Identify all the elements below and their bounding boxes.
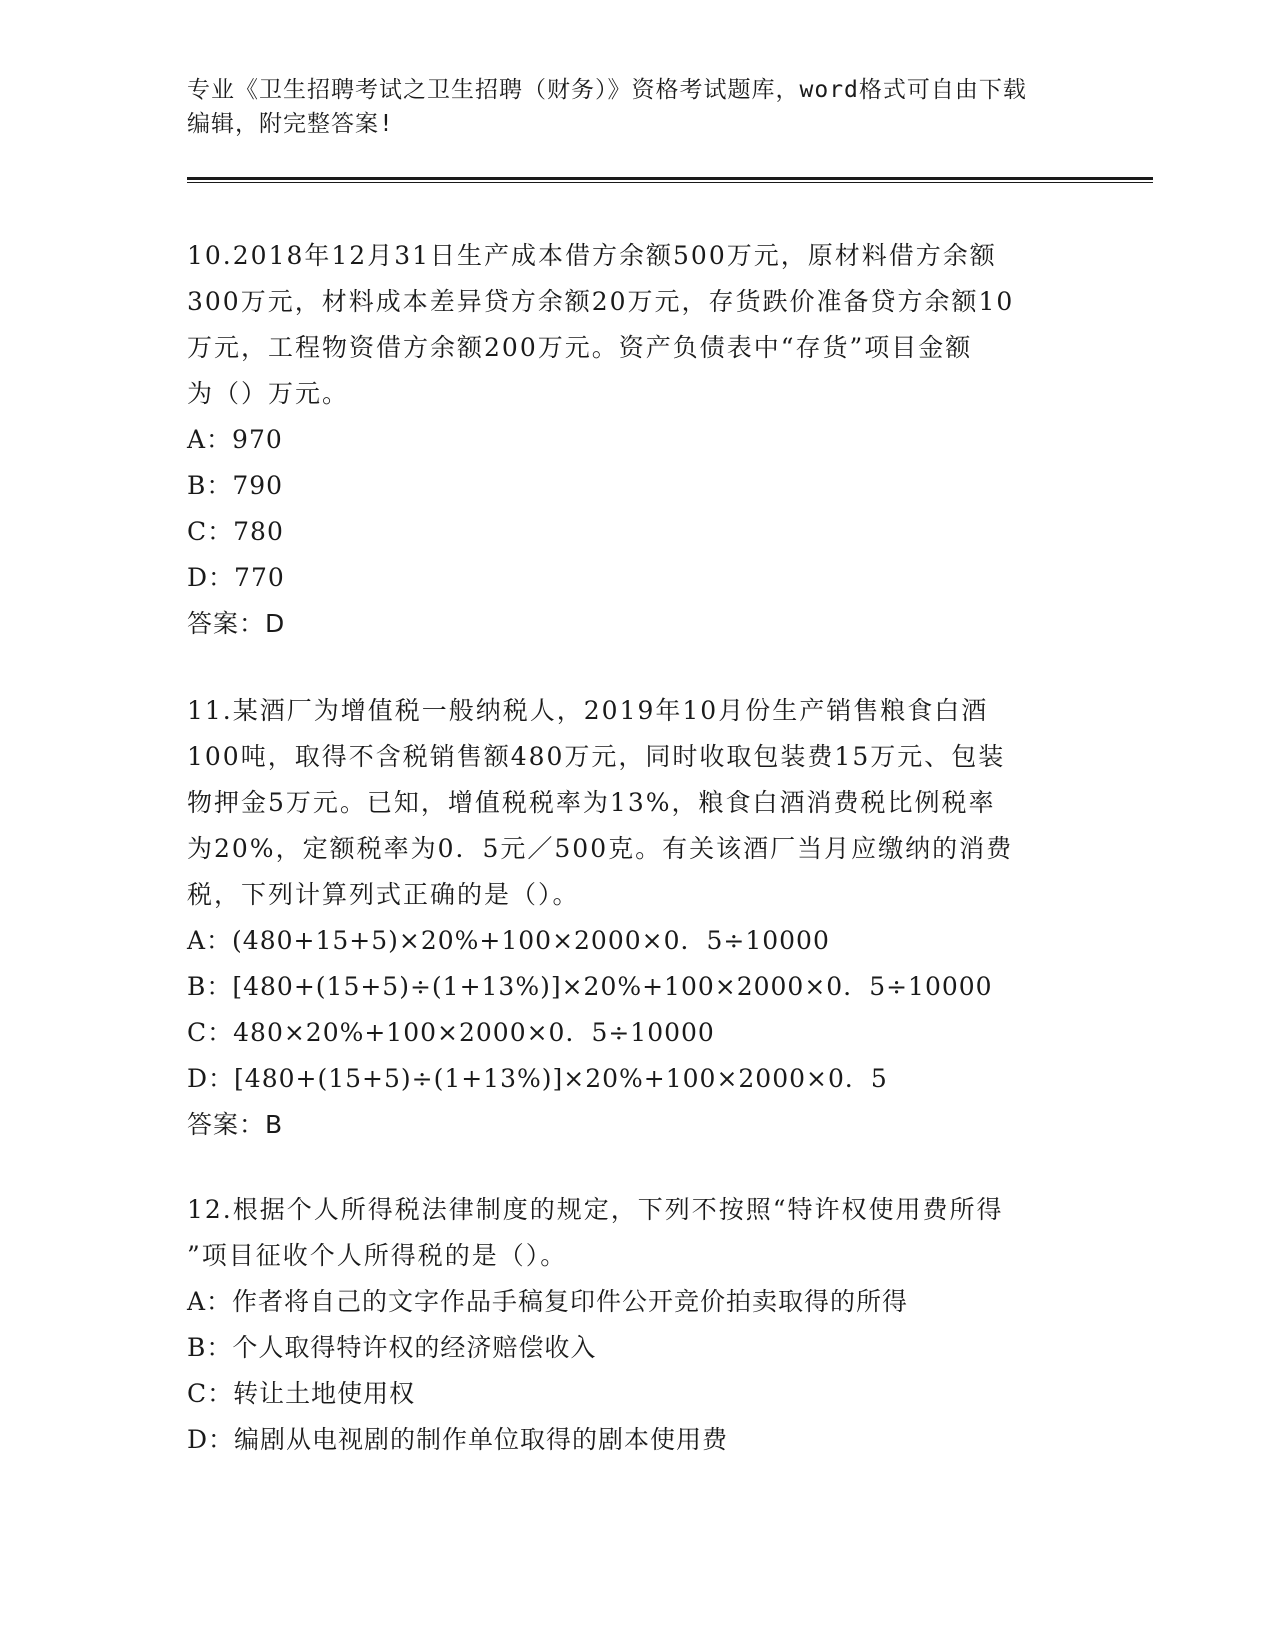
question-stem	[187, 688, 1077, 918]
stem-line: 为（）万元。	[187, 379, 350, 408]
question-10	[187, 233, 1077, 647]
header-divider-thin	[187, 182, 1153, 183]
option-d: D：编剧从电视剧的制作单位取得的剧本使用费	[187, 1425, 729, 1454]
option-d: D：[480+(15+5)÷(1+13%)]×20%+100×2000×0．5	[187, 1064, 888, 1093]
document-header	[187, 73, 1067, 141]
stem-line: 万元，工程物资借方余额200万元。资产负债表中“存货”项目金额	[187, 333, 973, 362]
header-line-2: 编辑，附完整答案!	[187, 111, 394, 137]
option-a: A：作者将自己的文字作品手稿复印件公开竞价拍卖取得的所得	[187, 1287, 909, 1316]
stem-line: 为20%，定额税率为0．5元／500克。有关该酒厂当月应缴纳的消费	[187, 834, 1014, 863]
stem-line: 12.根据个人所得税法律制度的规定，下列不按照“特许权使用费所得	[187, 1195, 1004, 1224]
option-b: B：790	[187, 471, 284, 500]
stem-line: 10.2018年12月31日生产成本借方余额500万元，原材料借方余额	[187, 241, 997, 270]
option-c: C：780	[187, 517, 284, 546]
answer-label: 答案：B	[187, 1110, 284, 1139]
option-a: A：970	[187, 425, 283, 454]
stem-line: ”项目征收个人所得税的是（）。	[187, 1241, 568, 1270]
header-divider-thick	[187, 177, 1153, 180]
option-d: D：770	[187, 563, 285, 592]
question-stem	[187, 1187, 1077, 1279]
option-c: C：转让土地使用权	[187, 1379, 416, 1408]
stem-line: 300万元，材料成本差异贷方余额20万元，存货跌价准备贷方余额10	[187, 287, 1015, 316]
option-c: C：480×20%+100×2000×0．5÷10000	[187, 1018, 715, 1047]
stem-line: 11.某酒厂为增值税一般纳税人，2019年10月份生产销售粮食白酒	[187, 696, 989, 725]
question-11	[187, 688, 1077, 1148]
stem-line: 物押金5万元。已知，增值税税率为13%，粮食白酒消费税比例税率	[187, 788, 996, 817]
option-b: B：[480+(15+5)÷(1+13%)]×20%+100×2000×0．5÷10000	[187, 972, 993, 1001]
header-line-1: 专业《卫生招聘考试之卫生招聘（财务）》资格考试题库，word格式可自由下载	[187, 77, 1027, 103]
question-stem	[187, 233, 1077, 417]
stem-line: 100吨，取得不含税销售额480万元，同时收取包装费15万元、包装	[187, 742, 1006, 771]
answer-label: 答案：D	[187, 609, 286, 638]
option-b: B：个人取得特许权的经济赔偿收入	[187, 1333, 597, 1362]
stem-line: 税，下列计算列式正确的是（）。	[187, 880, 580, 909]
question-12	[187, 1187, 1077, 1463]
option-a: A：(480+15+5)×20%+100×2000×0．5÷10000	[187, 926, 830, 955]
